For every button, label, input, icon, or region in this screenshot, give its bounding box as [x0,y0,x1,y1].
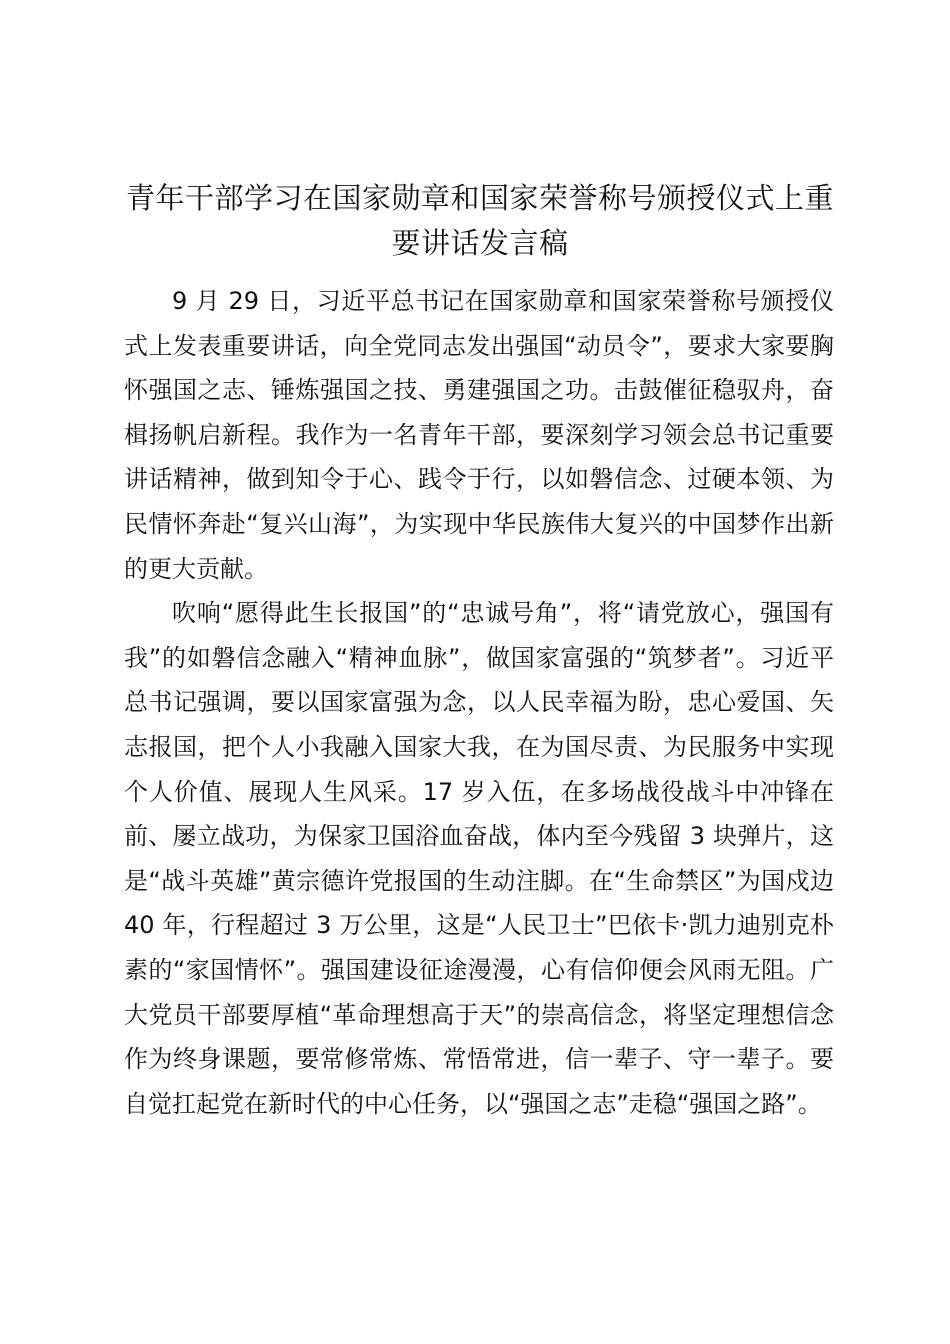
document-body [124,279,834,1126]
paragraph-1: 9 月 29 日，习近平总书记在国家勋章和国家荣誉称号颁授仪式上发表重要讲话，向全党同志发出强国“动员令”，要求大家要胸怀强国之志、锤炼强国之技、勇建强国之功。击鼓催征稳驭舟，奋楫扬帆启新程。我作为一名青年干部，要深刻学习领会总书记重要讲话精神，做到知令于心、践令于行，以如磐信念、过硬本领、为民情怀奔赴“复兴山海”，为实现中华民族伟大复兴的中国梦作出新的更大贡献。 [124,287,834,583]
paragraph-2: 吹响“愿得此生长报国”的“忠诚号角”，将“请党放心，强国有我”的如磐信念融入“精神血脉”，做国家富强的“筑梦者”。习近平总书记强调，要以国家富强为念，以人民幸福为盼，忠心爱国、矢志报国，把个人小我融入国家大我，在为国尽责、为民服务中实现个人价值、展现人生风采。17 岁入伍，在多场战役战斗中冲锋在前、屡立战功，为保家卫国浴血奋战，体内至今残留 3 块弹片，这是“战斗英雄”黄宗德许党报国的生动注脚。在“生命禁区”为国戍边 40 年，行程超过 3 万公里，这是“人民卫士”巴依卡·凯力迪别克朴素的“家国情怀”。强国建设征途漫漫，心有信仰便会风雨无阻。广大党员干部要厚植“革命理想高于天”的崇高信念，将坚定理想信念作为终身课题，要常修常炼、常悟常进，信一辈子、守一辈子。要自觉扛起党在新时代的中心任务，以“强国之志”走稳“强国之路”。 [124,599,834,1118]
document-title: 青年干部学习在国家勋章和国家荣誉称号颁授仪式上重要讲话发言稿 [125,181,834,260]
